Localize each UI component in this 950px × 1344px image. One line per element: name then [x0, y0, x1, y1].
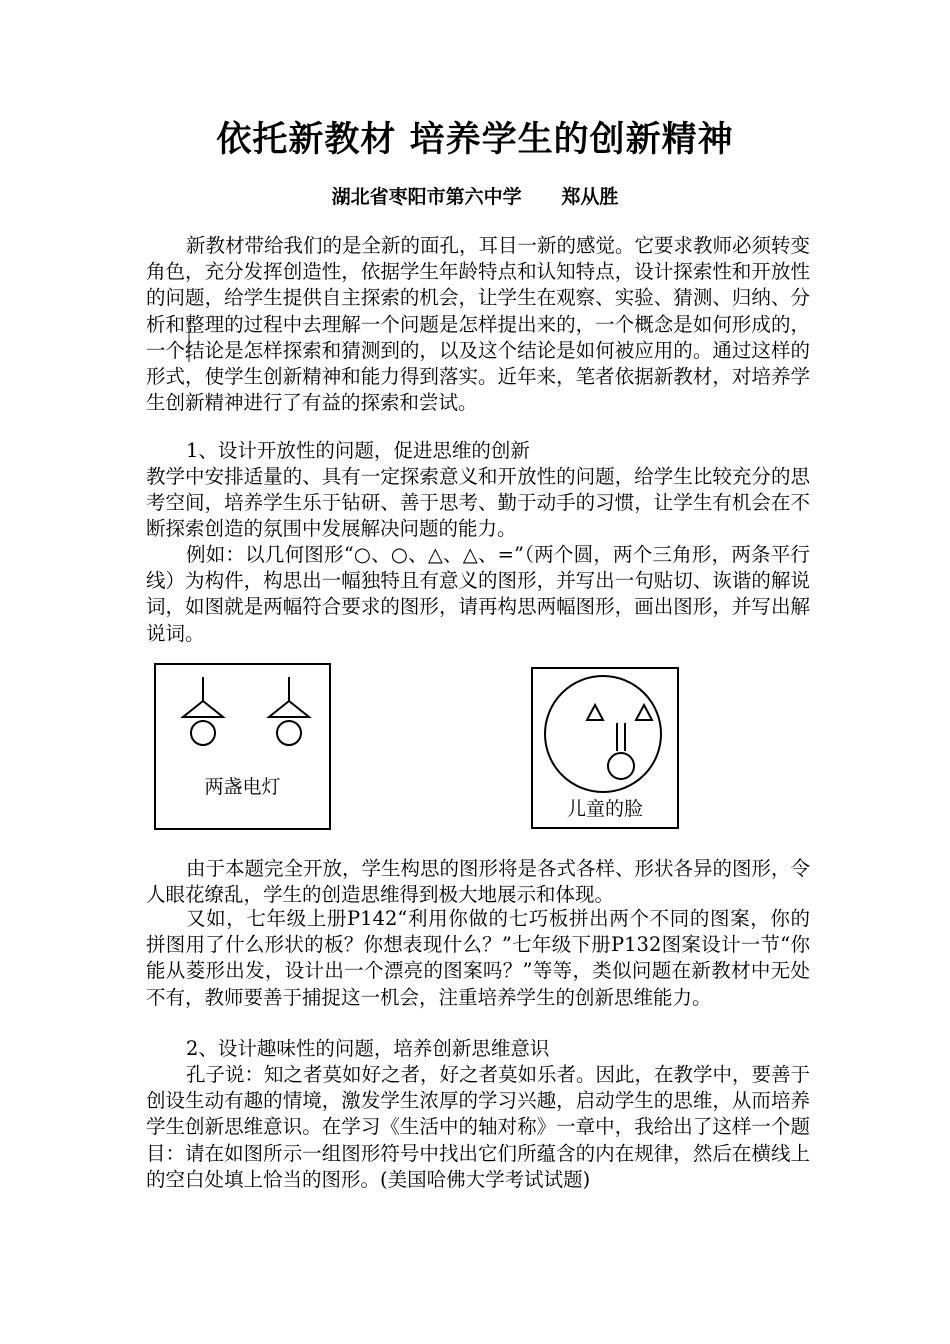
example1-paragraph: 例如：以几何图形“○、○、△、△、=”（两个圆，两个三角形，两条平行线）为构件，构思出一幅独特且有意义的图形，并写出一句贴切、诙谐的解说词，如图就是两幅符合要求的图形，请再构思两幅图形，画出图形，并写出解说词。	[146, 543, 810, 645]
mouth-circle	[608, 753, 634, 779]
section1-heading: 1、设计开放性的问题，促进思维的创新	[186, 439, 530, 462]
face-outline	[545, 676, 661, 792]
example2-paragraph: 又如，七年级上册P142“利用你做的七巧板拼出两个不同的图案，你的拼图用了什么形状的板？你想表现什么？”七年级下册P132图案设计一节“你能从菱形出发，设计出一个漂亮的图案吗？”等等，类似问题在新教材中无处不有，教师要善于捕捉这一机会，注重培养学生的创新思维能力。	[146, 907, 810, 1009]
lamp-shade-right	[269, 701, 309, 717]
intro-paragraph: 新教材带给我们的是全新的面孔，耳目一新的感觉。它要求教师必须转变角色，充分发挥创造性，依据学生年龄特点和认知特点，设计探索性和开放性的问题，给学生提供自主探索的机会，让学生在观察、实验、猜测、归纳、分析和整理的过程中去理解一个问题是怎样提出来的，一个概念是如何形成的，一个结论是怎样探索和猜测到的，以及这个结论是如何被应用的。通过这样的形式，使学生创新精神和能力得到落实。近年来，笔者依据新教材，对培养学生创新精神进行了有益的探索和尝试。	[146, 234, 811, 415]
figure-caption-two-lamps: 两盏电灯	[204, 776, 281, 798]
section2-body: 孔子说：知之者莫如好之者，好之者莫如乐者。因此，在教学中，要善于创设生动有趣的情境，激发学生浓厚的学习兴趣，启动学生的思维，从而培养学生创新思维意识。在学习《生活中的轴对称》一章中，我给出了这样一个题目：请在如图所示一组图形符号中找出它们所蕴含的内在规律，然后在横线上的空白处填上恰当的图形。(美国哈佛大学考试试题)	[146, 1063, 811, 1191]
figure-caption-child-face: 儿童的脸	[566, 798, 643, 820]
figure-two-lamps	[154, 663, 331, 830]
figure-child-face	[531, 667, 679, 829]
section1-body: 教学中安排适量的、具有一定探索意义和开放性的问题，给学生比较充分的思考空间，培养学生乐于钻研、善于思考、勤于动手的习惯，让学生有机会在不断探索创造的氛围中发展解决问题的能力。	[146, 465, 810, 541]
section2-heading: 2、设计趣味性的问题，培养创新思维意识	[186, 1037, 550, 1060]
after-figures-paragraph: 由于本题完全开放，学生构思的图形将是各式各样、形状各异的图形，令人眼花缭乱，学生的创造思维得到极大地展示和体现。	[146, 857, 811, 907]
lamp-shade-left	[183, 701, 223, 717]
lamp-bulb-right	[277, 721, 301, 745]
lamp-bulb-left	[191, 721, 215, 745]
right-eye-triangle	[636, 705, 652, 720]
author-byline: 湖北省枣阳市第六中学 郑从胜	[331, 186, 619, 208]
left-eye-triangle	[587, 705, 603, 720]
two-lamps-drawing	[156, 665, 329, 828]
page-title: 依托新教材 培养学生的创新精神	[216, 120, 734, 160]
